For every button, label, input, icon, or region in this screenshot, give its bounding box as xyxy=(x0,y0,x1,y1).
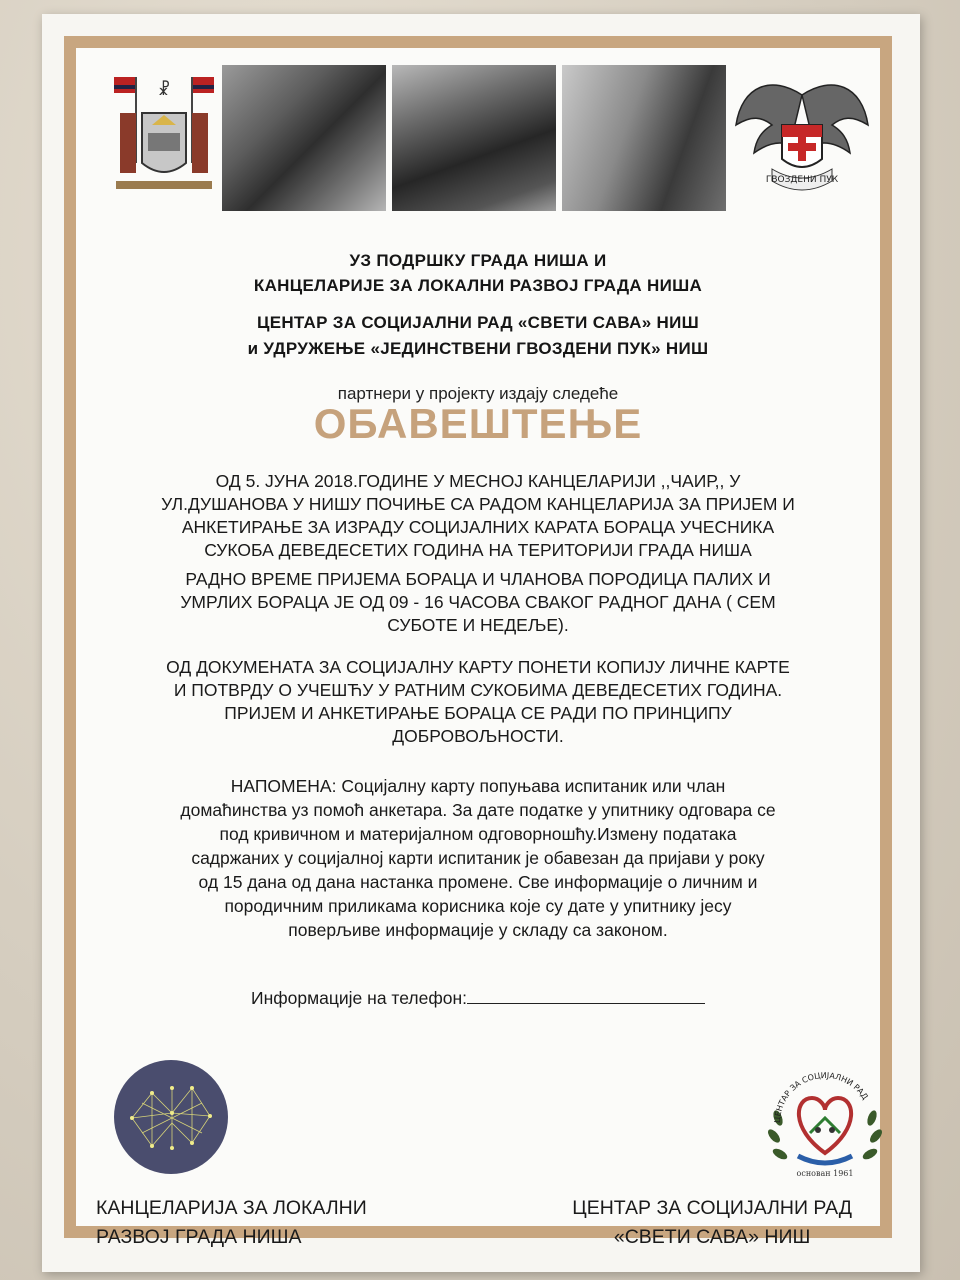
org-line-2: и УДРУЖЕЊЕ «ЈЕДИНСТВЕНИ ГВОЗДЕНИ ПУК» НИШ xyxy=(247,339,709,358)
iron-regiment-eagle-logo xyxy=(732,65,872,211)
organizers-heading xyxy=(76,310,880,362)
p3-line: ПРИЈЕМ И АНКЕТИРАЊЕ БОРАЦА СЕ РАДИ ПО ПРИНЦИПУ xyxy=(224,703,732,723)
support-heading xyxy=(76,248,880,298)
social-work-center-logo xyxy=(760,1058,890,1188)
paragraph-office-opening xyxy=(116,470,840,562)
paragraph-note xyxy=(116,774,840,942)
historical-photo-battle xyxy=(562,65,726,211)
notice-frame xyxy=(64,36,892,1248)
footer-left-org xyxy=(96,1194,367,1252)
historical-photo-flag xyxy=(392,65,556,211)
p1-line: ОД 5. ЈУНА 2018.ГОДИНЕ У МЕСНОЈ КАНЦЕЛАРИЈИ ,,ЧАИР,, У xyxy=(215,471,741,491)
p4-line: од 15 дана од дана настанка промене. Све информације о личним и xyxy=(198,872,758,892)
p1-line: АНКЕТИРАЊЕ ЗА ИЗРАДУ СОЦИЈАЛНИХ КАРАТА БОРАЦА УЧЕСНИКА xyxy=(181,517,775,537)
footer-left-line-2: РАЗВОЈ ГРАДА НИША xyxy=(96,1226,302,1248)
historical-photo-soldiers xyxy=(222,65,386,211)
footer-right-line-1: ЦЕНТАР ЗА СОЦИЈАЛНИ РАД xyxy=(572,1197,852,1219)
p4-line: домаћинства уз помоћ анкетара. За дате податке у упитнику одговара се xyxy=(180,800,776,820)
phone-info xyxy=(76,986,880,1009)
partners-intro: партнери у пројекту издају следеће xyxy=(337,384,619,403)
p4-line: поверљиве информације у складу са законом. xyxy=(288,920,668,940)
p4-line: садржаних у социјалној карти испитаник је обавезан да пријави у року xyxy=(191,848,765,868)
header-banner xyxy=(112,65,872,211)
p4-line: НАПОМЕНА: Социјалну карту попуњава испитаник или члан xyxy=(230,776,726,796)
p4-line: под кривичном и материјалном одговорношћу.Измену података xyxy=(219,824,737,844)
footer-left-line-1: КАНЦЕЛАРИЈА ЗА ЛОКАЛНИ xyxy=(96,1197,367,1219)
p2-line: СУБОТЕ И НЕДЕЉЕ). xyxy=(387,615,569,635)
p3-line: ОД ДОКУМЕНАТА ЗА СОЦИЈАЛНУ КАРТУ ПОНЕТИ КОПИЈУ ЛИЧНЕ КАРТЕ xyxy=(166,657,790,677)
phone-blank-line xyxy=(467,986,705,1004)
support-line-1: УЗ ПОДРШКУ ГРАДА НИША И xyxy=(349,251,607,270)
phone-label: Информације на телефон: xyxy=(251,988,467,1008)
support-line-2: КАНЦЕЛАРИЈЕ ЗА ЛОКАЛНИ РАЗВОЈ ГРАДА НИША xyxy=(253,276,703,295)
p3-line: И ПОТВРДУ О УЧЕШЋУ У РАТНИМ СУКОБИМА ДЕВЕДЕСЕТИХ ГОДИНА. xyxy=(173,680,783,700)
p4-line: породичним приликама корисника које су дате у упитнику јесу xyxy=(224,896,732,916)
footer-right-org xyxy=(572,1194,852,1252)
footer-right-line-2: «СВЕТИ САВА» НИШ xyxy=(613,1226,811,1248)
p1-line: УЛ.ДУШАНОВА У НИШУ ПОЧИЊЕ СА РАДОМ КАНЦЕЛАРИЈА ЗА ПРИЈЕМ И xyxy=(161,494,795,514)
logo-right-arc-text: ЦЕНТАР ЗА СОЦИЈАЛНИ РАД xyxy=(772,1070,870,1124)
p2-line: РАДНО ВРЕМЕ ПРИЈЕМА БОРАЦА И ЧЛАНОВА ПОРОДИЦА ПАЛИХ И xyxy=(185,569,771,589)
p3-line: ДОБРОВОЉНОСТИ. xyxy=(392,726,564,746)
svg-text:ЦЕНТАР ЗА СОЦИЈАЛНИ РАД xyxy=(773,1071,870,1123)
eagle-ribbon-text: ГВОЗДЕНИ ПУК xyxy=(765,175,839,185)
notice-title: ОБАВЕШТЕЊЕ xyxy=(313,400,643,447)
logo-right-ribbon-text: основан 1961 xyxy=(796,1169,854,1178)
p1-line: СУКОБА ДЕВЕДЕСЕТИХ ГОДИНА НА ТЕРИТОРИЈИ ГРАДА НИША xyxy=(204,540,752,560)
paragraph-working-hours xyxy=(116,568,840,637)
notice-sheet xyxy=(42,14,920,1272)
local-development-office-logo xyxy=(112,1058,230,1176)
p2-line: УМРЛИХ БОРАЦА ЈЕ ОД 09 - 16 ЧАСОВА СВАКОГ РАДНОГ ДАНА ( СЕМ xyxy=(180,592,776,612)
paragraph-documents xyxy=(116,656,840,748)
nis-coat-of-arms-icon xyxy=(112,73,216,203)
svg-text:☧: ☧ xyxy=(157,80,171,99)
org-line-1: ЦЕНТАР ЗА СОЦИЈАЛНИ РАД «СВЕТИ САВА» НИШ xyxy=(257,313,699,332)
